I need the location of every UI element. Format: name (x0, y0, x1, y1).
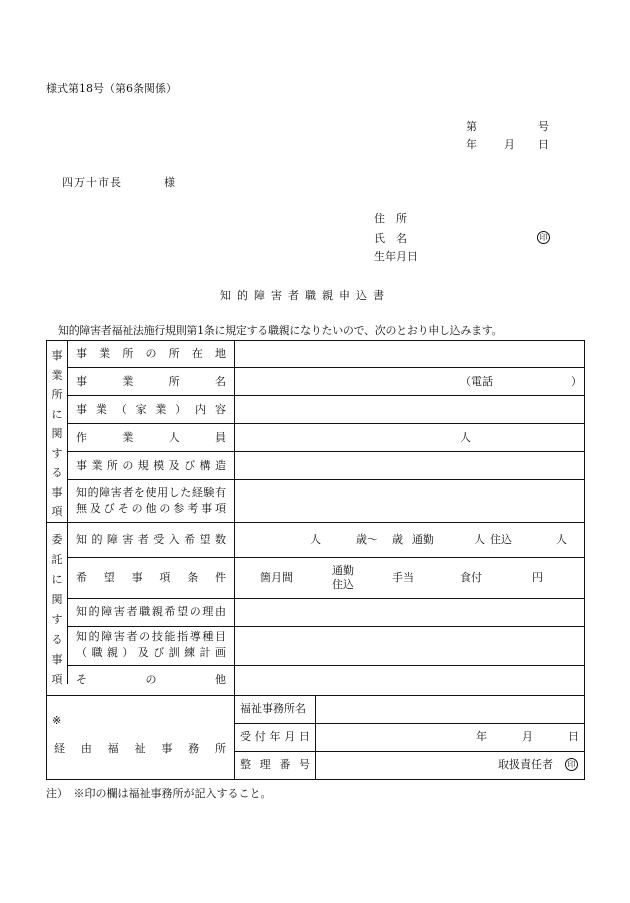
receipt-year: 年 (476, 730, 487, 743)
label-business-content: 事業（家業）内容 (76, 403, 226, 416)
addressee-honorific: 様 (164, 176, 175, 189)
office-mark: ※ (52, 714, 62, 727)
receipt-month: 月 (522, 730, 533, 743)
address-label: 住 所 (374, 212, 407, 225)
addressee: 四万十市長 (62, 176, 122, 189)
intro-text: 知的障害者福祉法施行規則第1条に規定する職親になりたいので、次のとおり申し込みます。 (58, 324, 503, 337)
number-label-go: 号 (538, 120, 549, 133)
number-label-dai: 第 (466, 120, 477, 133)
condition-yen: 円 (532, 571, 543, 584)
count-live-in-label: 住込 (490, 533, 512, 546)
receipt-day: 日 (568, 730, 579, 743)
responsible-seal-icon: 印 (565, 758, 578, 771)
date-month-label: 月 (504, 138, 515, 151)
footnote: 注） ※印の欄は福祉事務所が記入すること。 (46, 787, 272, 800)
birthdate-label: 生年月日 (374, 250, 418, 263)
count-commute-unit: 人 (474, 533, 485, 546)
label-skill-line2: （職親）及び訓練計画 (76, 646, 226, 659)
label-office-location: 事業所の所在地 (76, 347, 226, 360)
form-id: 様式第18号（第6条関係） (46, 82, 177, 95)
phone-label-open: （電話 (460, 375, 493, 388)
page-title: 知的障害者職親申込書 (220, 289, 390, 302)
count-commute-label: 通勤 (412, 533, 434, 546)
condition-allowance: 手当 (392, 571, 414, 584)
label-office-scale: 事業所の規模及び構造 (76, 459, 226, 472)
label-office-name-field: 福祉事務所名 (240, 702, 306, 715)
count-live-in-unit: 人 (556, 533, 567, 546)
section2-heading: 委託に関する事項 (51, 533, 63, 686)
condition-commute: 通勤 (332, 564, 354, 577)
label-desired-count: 知的障害者受入希望数 (76, 533, 226, 546)
label-workers: 作業人員 (76, 431, 226, 444)
count-age-from: 歳～ (356, 533, 378, 546)
phone-label-close: ） (571, 375, 582, 388)
label-experience-line2: 無及びその他の参考事項 (76, 502, 226, 515)
condition-live-in: 住込 (332, 578, 354, 591)
label-reference-number: 整理番号 (240, 758, 310, 771)
date-day-label: 日 (538, 138, 549, 151)
date-year-label: 年 (466, 138, 477, 151)
label-office-name: 事業所名 (76, 375, 226, 388)
workers-unit: 人 (460, 431, 471, 444)
label-receipt-date: 受付年月日 (240, 730, 310, 743)
condition-months: 箇月間 (260, 571, 293, 584)
label-other: その他 (76, 673, 226, 686)
count-unit-people: 人 (310, 533, 321, 546)
label-responsible: 取扱責任者 (498, 758, 553, 771)
label-skill-line1: 知的障害者の技能指導種目 (76, 630, 226, 643)
label-experience-line1: 知的障害者を使用した経験有 (76, 486, 226, 499)
name-label: 氏 名 (374, 232, 407, 245)
label-desired-conditions: 希望事項条件 (76, 571, 226, 584)
condition-meals: 食付 (460, 571, 482, 584)
label-reason: 知的障害者職親希望の理由 (76, 605, 226, 618)
application-table (46, 340, 585, 780)
section1-heading: 事業所に関する事項 (51, 349, 63, 518)
applicant-seal-icon: 印 (537, 231, 550, 244)
count-age-to: 歳 (392, 533, 403, 546)
label-via-office: 経由福祉事務所 (54, 742, 226, 755)
